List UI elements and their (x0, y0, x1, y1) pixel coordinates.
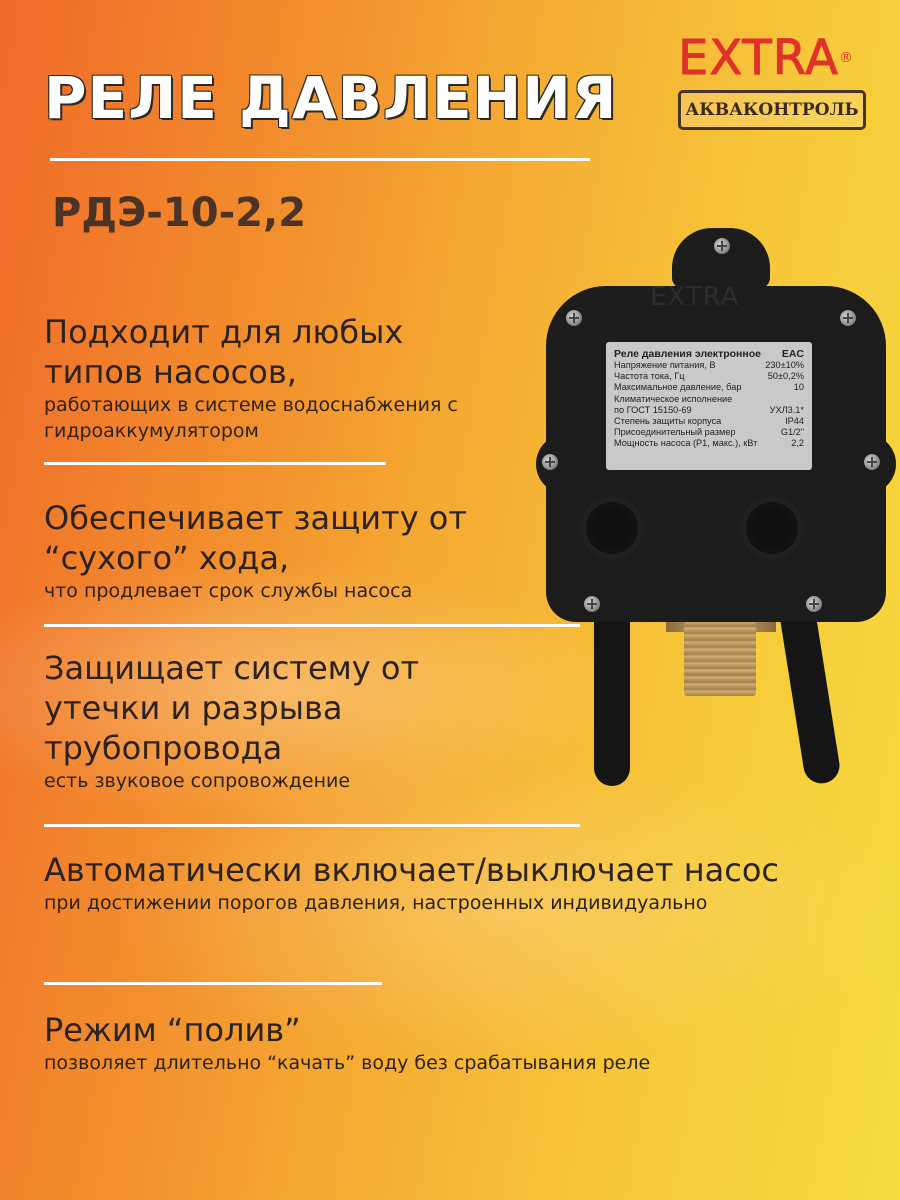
screw-icon (840, 310, 856, 326)
screw-icon (566, 310, 582, 326)
spec-value: IP44 (785, 416, 804, 427)
spec-row (614, 371, 804, 382)
spec-label: Напряжение питания, В (614, 360, 716, 370)
spec-plate-title: Реле давления электронное (614, 348, 761, 360)
spec-row (614, 427, 804, 438)
logo-text: EXTRA (678, 30, 839, 86)
page-title: РЕЛЕ ДАВЛЕНИЯ (44, 64, 618, 132)
brass-fitting (684, 622, 756, 696)
spec-label: Климатическое исполнение (614, 393, 733, 404)
cable-gland-right (740, 496, 804, 560)
feature-item (44, 648, 544, 794)
spec-row (614, 360, 804, 371)
feature-heading: Режим “полив” (44, 1011, 301, 1049)
spec-value: 10 (793, 382, 804, 393)
screw-icon (714, 238, 730, 254)
title-divider (50, 158, 590, 161)
screw-icon (806, 596, 822, 612)
spec-value: G1/2" (780, 427, 804, 438)
feature-heading: Обеспечивает защиту от “сухого” хода, (44, 499, 468, 577)
logo-wordmark (678, 30, 868, 86)
spec-row (614, 416, 804, 427)
spec-value: УХЛ3.1* (769, 404, 804, 415)
feature-detail: что продлевает срок службы насоса (44, 580, 413, 602)
device-top-lobe (672, 228, 770, 288)
spec-label: Мощность насоса (P1, макс.), кВт (614, 438, 758, 449)
spec-row (614, 382, 804, 393)
feature-heading: Защищает систему от утечки и разрыва трубопровода (44, 649, 420, 767)
feature-item (44, 850, 844, 916)
feature-item (44, 312, 564, 444)
spec-label: по ГОСТ 15150-69 (614, 404, 692, 415)
feature-item (44, 498, 564, 604)
brand-logo (678, 30, 868, 130)
spec-value: 230±10% (765, 360, 804, 370)
feature-detail: есть звуковое сопровождение (44, 770, 351, 792)
screw-icon (542, 454, 558, 470)
feature-detail: позволяет длительно “качать” воду без срабатывания реле (44, 1052, 651, 1074)
feature-detail: при достижении порогов давления, настроенных индивидуально (44, 892, 708, 914)
spec-row (614, 438, 804, 449)
logo-sub-label: АКВАКОНТРОЛЬ (678, 90, 866, 130)
feature-divider (44, 982, 382, 985)
feature-item (44, 1010, 864, 1076)
spec-row (614, 405, 804, 416)
spec-label: Максимальное давление, бар (614, 382, 742, 393)
feature-divider (44, 462, 386, 465)
spec-value: 2,2 (791, 438, 804, 449)
feature-divider (44, 624, 580, 627)
spec-label: Частота тока, Гц (614, 371, 685, 382)
eac-mark: EAC (781, 348, 804, 360)
device-logo: EXTRA (650, 282, 740, 312)
feature-detail: работающих в системе водоснабжения с гидроаккумулятором (44, 394, 458, 442)
model-name: РДЭ-10-2,2 (52, 190, 307, 236)
feature-heading: Подходит для любых типов насосов, (44, 313, 404, 391)
feature-heading: Автоматически включает/выключает насос (44, 851, 779, 889)
spec-row (614, 394, 804, 405)
screw-icon (584, 596, 600, 612)
pressure-relay-device (536, 224, 896, 794)
spec-value: 50±0,2% (767, 371, 804, 382)
screw-icon (864, 454, 880, 470)
cable-gland-left (580, 496, 644, 560)
registered-mark: ® (838, 50, 854, 66)
spec-plate (606, 342, 812, 470)
spec-label: Степень защиты корпуса (614, 416, 722, 427)
feature-divider (44, 824, 580, 827)
spec-plate-header (614, 348, 804, 360)
spec-label: Присоединительный размер (614, 427, 736, 438)
